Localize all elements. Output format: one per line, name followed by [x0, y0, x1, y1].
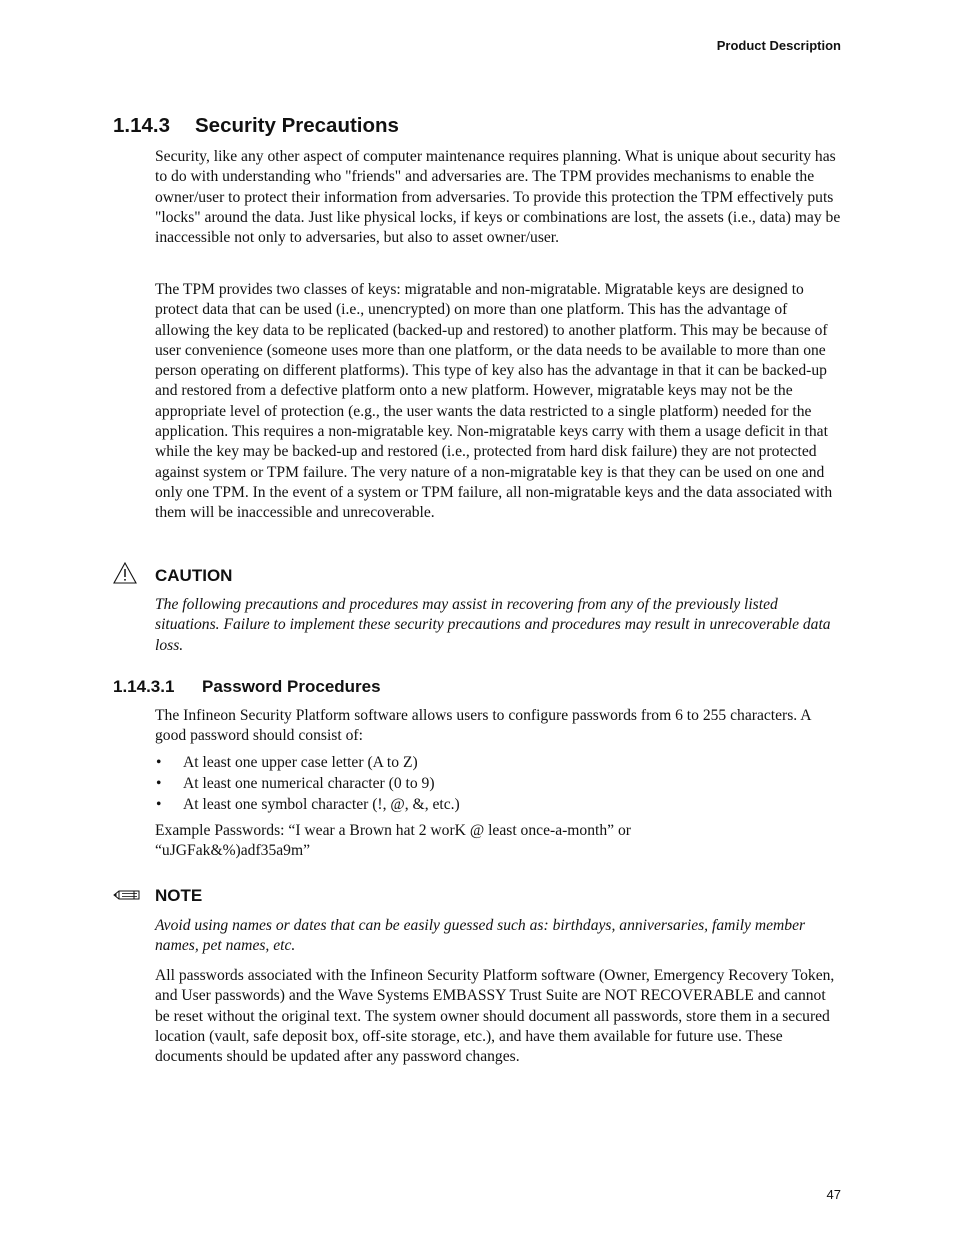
running-header: Product Description [716, 38, 841, 53]
subsection-title: Password Procedures [202, 677, 381, 696]
subsection-heading [113, 677, 381, 697]
example-passwords: Example Passwords: “I wear a Brown hat 2 worK @ least once-a-month” or “uJGFak&%)adf35a9m” [155, 822, 631, 860]
note-text: Avoid using names or dates that can be easily guessed such as: birthdays, anniversaries, family member names, pet names, etc. [155, 917, 806, 955]
page-number: 47 [826, 1187, 841, 1202]
section-title: Security Precautions [195, 114, 399, 137]
bullet-glyph: • [156, 775, 162, 792]
pencil-icon [112, 887, 142, 908]
password-requirements-list [155, 752, 843, 815]
list-item: • At least one upper case letter (A to Z) [156, 754, 418, 771]
caution-text: The following precautions and procedures may assist in recovering from any of the previously listed situations. Failure to implement these security precautions and procedures may result in unrecoverable data loss. [155, 596, 831, 654]
section-paragraph-2: The TPM provides two classes of keys: migratable and non-migratable. Migratable keys are designed to protect data that can be used (i.e., unencrypted) on more than one platform. This has the advantage of allowing the key data to be replicated (backed-up and restored) to another platform. This may be because of user convenience (someone uses more than one platform, or the data needs to be available to more than one person operating on different platforms). This type of key also has the advantage in that it can be backed-up and restored from a defective platform onto a new platform. However, migratable keys may not be the appropriate level of protection (e.g., the user wants the data restricted to a single platform) needed for the application. This requires a non-migratable key. Non-migratable keys carry with them a usage deficit in that while the key may be backed-up and restored (i.e., protected from hard disk failure) they are not protected against system or TPM failure. The very nature of a non-migratable key is that they can be used on one and only one TPM. In the event of a system or TPM failure, all non-migratable keys and the data associated with them will be inaccessible and unrecoverable. [155, 281, 833, 522]
list-item: • At least one symbol character (!, @, &, etc.) [156, 796, 460, 813]
bullet-glyph: • [156, 754, 162, 771]
section-number: 1.14.3 [113, 114, 170, 137]
subsection-intro: The Infineon Security Platform software allows users to configure passwords from 6 to 255 characters. A good password should consist of: [155, 707, 811, 745]
subsection-number: 1.14.3.1 [113, 677, 175, 696]
section-heading [113, 114, 399, 138]
note-paragraph: All passwords associated with the Infineon Security Platform software (Owner, Emergency Recovery Token, and User passwords) and the Wave Systems EMBASSY Trust Suite are NOT RECOVERABLE and cannot be reset without the original text. The system owner should document all passwords, store them in a secured location (vault, safe deposit box, off-site storage, etc.), and have them available for future use. These documents should be updated after any password changes. [155, 967, 835, 1066]
warning-triangle-icon [113, 562, 137, 589]
list-item: • At least one numerical character (0 to 9) [156, 775, 435, 792]
bullet-glyph: • [156, 796, 162, 813]
note-label: NOTE [155, 886, 203, 905]
caution-label: CAUTION [155, 566, 233, 585]
section-paragraph-1: Security, like any other aspect of computer maintenance requires planning. What is unique about security has to do with understanding who "friends" and adversaries are. The TPM provides mechanisms to enable the owner/user to protect their information from adversaries. To provide this protection the TPM effectively puts "locks" around the data. Just like physical locks, if keys or combinations are lost, the assets (i.e., data) may be inaccessible not only to adversaries, but also to asset owner/user. [155, 148, 841, 247]
